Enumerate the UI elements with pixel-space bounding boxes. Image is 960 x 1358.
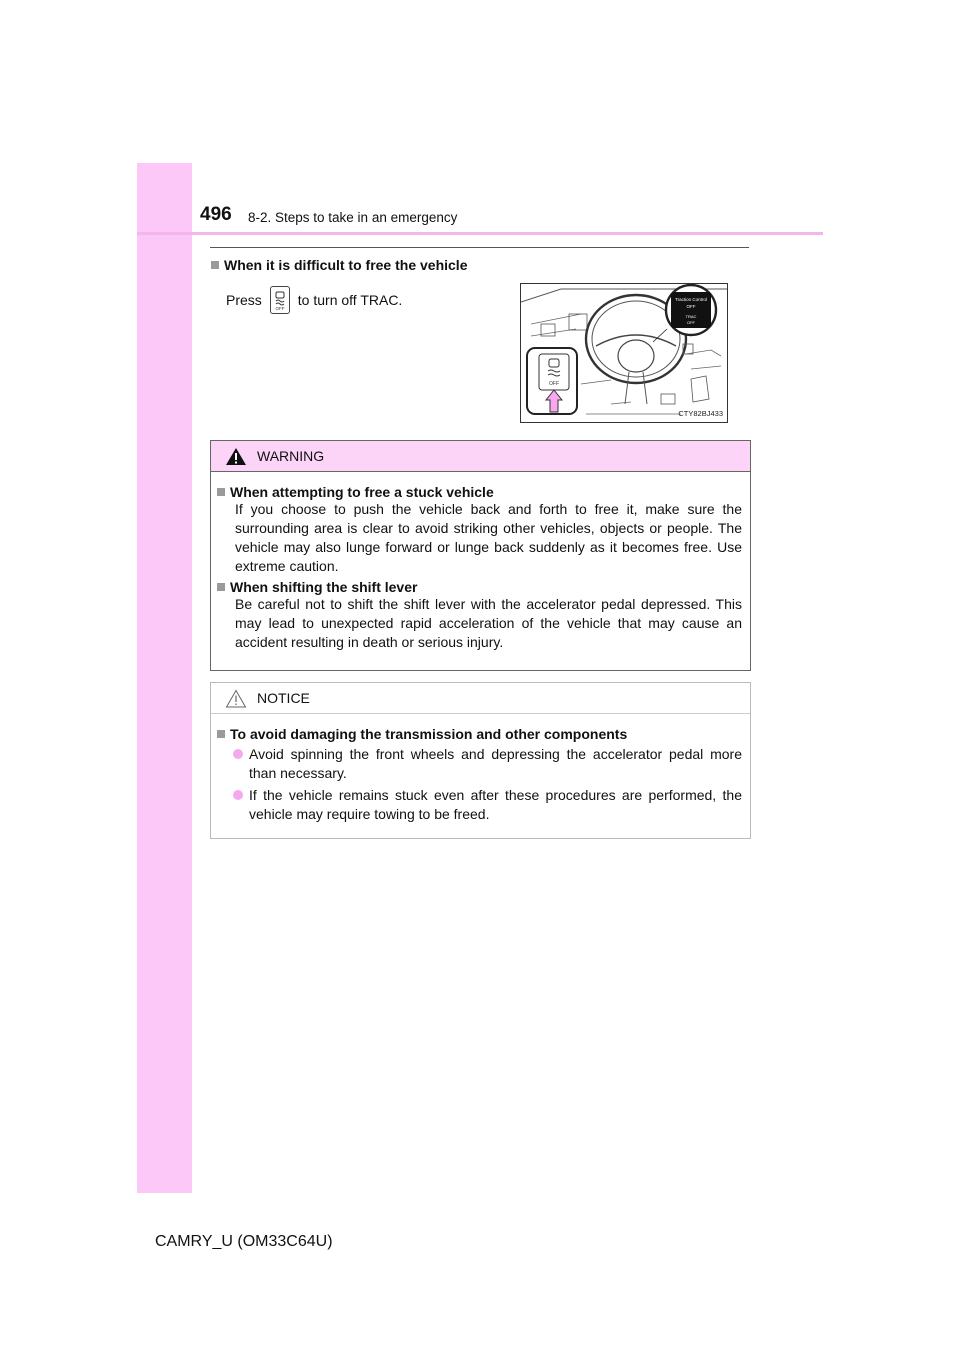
square-bullet-icon	[217, 583, 225, 591]
figure-code: CTY82BJ433	[678, 409, 723, 418]
notice-box	[210, 682, 751, 839]
warning-item-2-heading	[217, 579, 742, 595]
indicator-line-4: OFF	[687, 320, 695, 325]
subsection-heading-text: When it is difficult to free the vehicle	[224, 257, 468, 273]
subsection-heading	[211, 257, 467, 273]
content-rule	[210, 247, 749, 248]
trac-off-switch-icon	[270, 286, 290, 314]
list-item	[217, 745, 742, 783]
svg-text:OFF: OFF	[549, 381, 559, 387]
circle-bullet-icon	[233, 790, 243, 800]
indicator-line-2: OFF	[686, 304, 696, 309]
svg-text:OFF: OFF	[275, 306, 285, 311]
warning-item-1-heading	[217, 484, 742, 500]
press-instruction	[226, 286, 402, 314]
notice-header	[211, 683, 750, 714]
warning-title: WARNING	[257, 448, 325, 464]
square-bullet-icon	[217, 730, 225, 738]
list-item	[217, 786, 742, 824]
chapter-side-tab	[137, 163, 192, 1193]
notice-bullet-2-text: If the vehicle remains stuck even after these procedures are performed, the vehicle may require towing to be freed.	[249, 787, 742, 822]
caution-triangle-outline-icon	[225, 689, 247, 708]
warning-header	[211, 441, 750, 472]
warning-item-1-heading-text: When attempting to free a stuck vehicle	[230, 484, 494, 500]
notice-bullet-1-text: Avoid spinning the front wheels and depressing the accelerator pedal more than necessary.	[249, 746, 742, 781]
header-rule	[137, 232, 823, 235]
warning-box	[210, 440, 751, 671]
press-text-before: Press	[226, 292, 262, 308]
circle-bullet-icon	[233, 749, 243, 759]
warning-item-2-heading-text: When shifting the shift lever	[230, 579, 418, 595]
warning-item-2-text: Be careful not to shift the shift lever with the accelerator pedal depressed. This may lead to unexpected rapid acceleration of the vehicle that may cause an accident resulting in death or serious injury.	[235, 596, 742, 650]
dashboard-illustration	[520, 283, 728, 423]
notice-content	[211, 714, 750, 824]
warning-content	[211, 472, 750, 652]
indicator-line-3: TRAC	[685, 314, 697, 319]
square-bullet-icon	[217, 488, 225, 496]
notice-heading-text: To avoid damaging the transmission and other components	[230, 726, 628, 742]
warning-triangle-icon	[225, 447, 247, 466]
manual-footer-code: CAMRY_U (OM33C64U)	[155, 1233, 333, 1250]
notice-bullet-list	[217, 745, 742, 824]
square-bullet-icon	[211, 261, 219, 269]
indicator-line-1: Traction Control	[675, 297, 707, 302]
notice-title: NOTICE	[257, 690, 310, 706]
section-title: 8-2. Steps to take in an emergency	[248, 210, 458, 225]
page-number: 496	[200, 204, 232, 225]
notice-heading	[217, 726, 742, 742]
press-text-after: to turn off TRAC.	[297, 292, 403, 308]
warning-item-1-text: If you choose to push the vehicle back and forth to free it, make sure the surrounding area is clear to avoid striking other vehicles, objects or people. The vehicle may also lunge forward or lunge back suddenly as it becomes free. Use extreme caution.	[235, 501, 742, 574]
